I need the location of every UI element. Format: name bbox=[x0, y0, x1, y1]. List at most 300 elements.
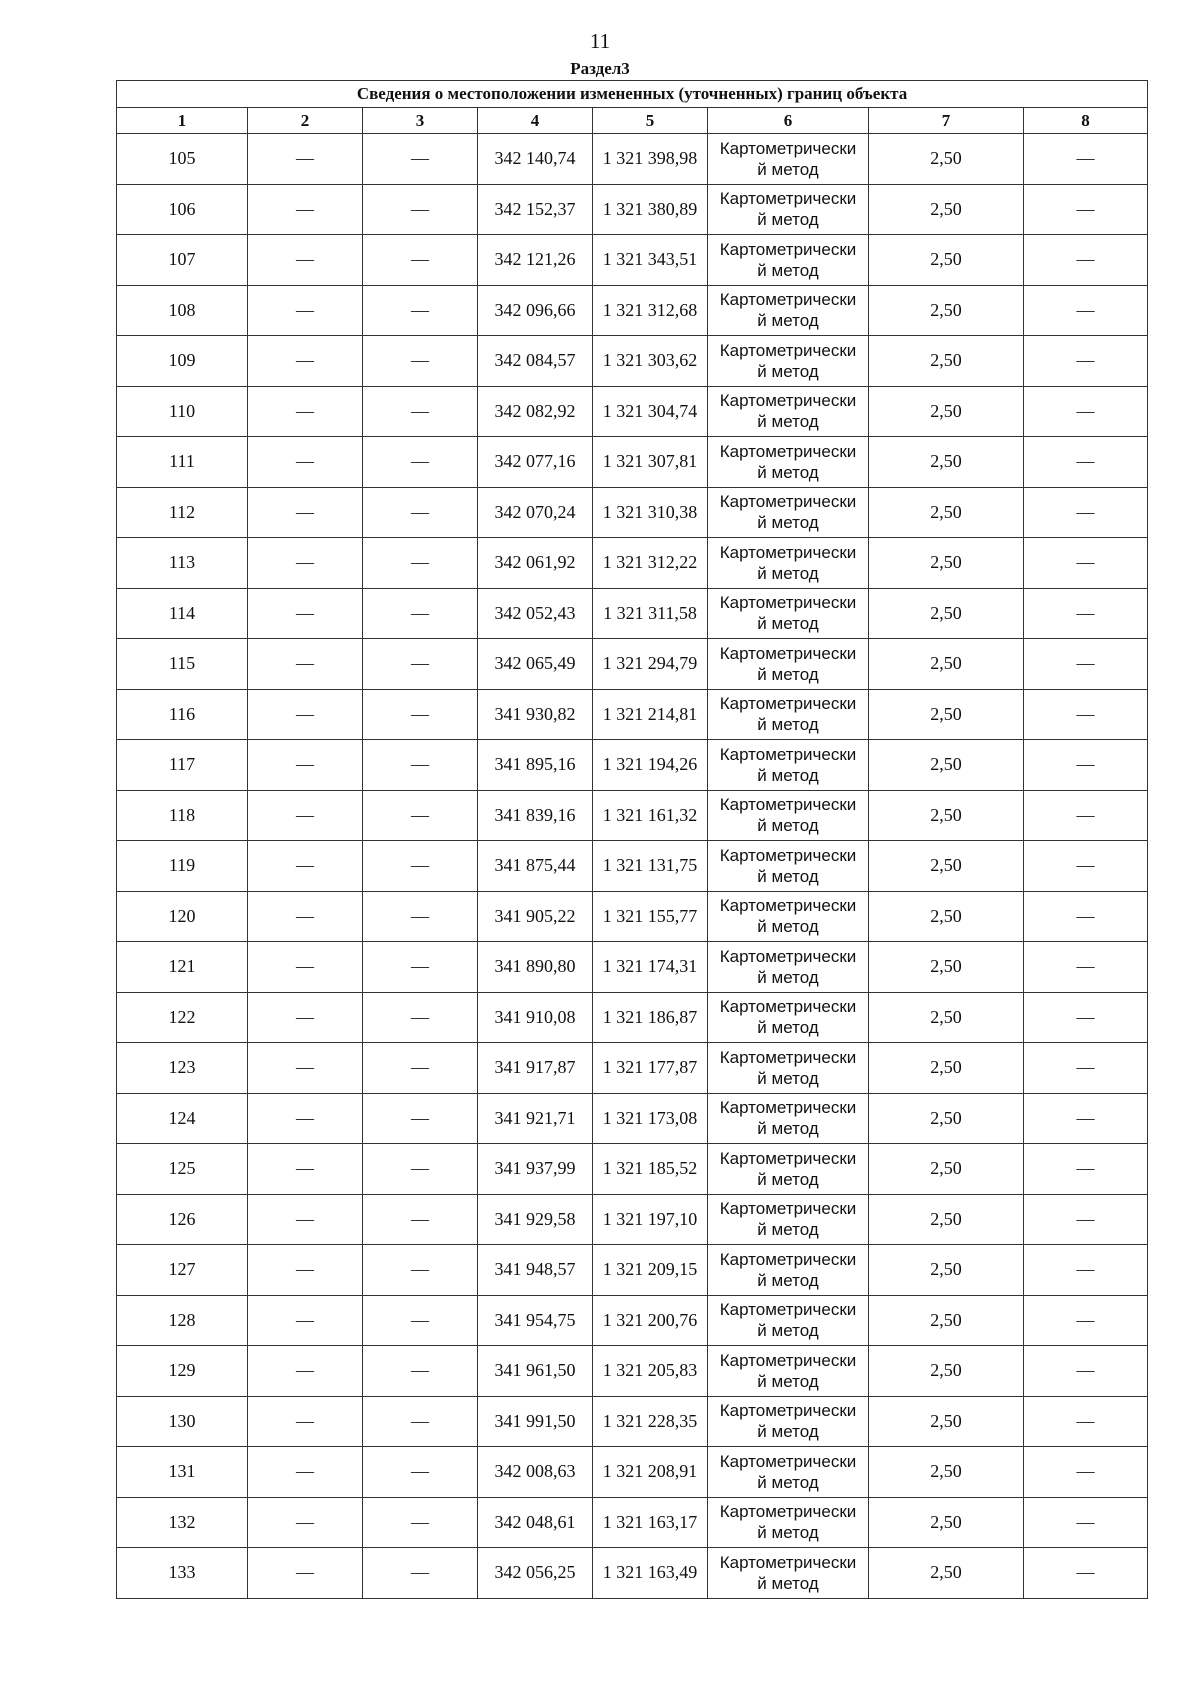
col-2-value-cell: — bbox=[248, 235, 363, 286]
method-cell bbox=[708, 1396, 869, 1447]
method-line-1: Картометрически bbox=[719, 744, 857, 764]
coord-x-cell: 342 008,63 bbox=[478, 1447, 593, 1498]
method-line-1: Картометрически bbox=[719, 391, 857, 411]
col-2-value-cell: — bbox=[248, 1295, 363, 1346]
method-line-1: Картометрически bbox=[719, 1249, 857, 1269]
col-3-value-cell: — bbox=[363, 588, 478, 639]
accuracy-cell: 2,50 bbox=[869, 134, 1024, 185]
col-3-value-cell: — bbox=[363, 1447, 478, 1498]
col-8-value-cell: — bbox=[1024, 1396, 1148, 1447]
col-2-value-cell: — bbox=[248, 1346, 363, 1397]
table-row bbox=[117, 1497, 1148, 1548]
col-8-value-cell: — bbox=[1024, 285, 1148, 336]
method-line-1: Картометрически bbox=[719, 138, 857, 158]
table-row bbox=[117, 689, 1148, 740]
method-line-2: й метод bbox=[757, 967, 819, 987]
table-row bbox=[117, 1396, 1148, 1447]
method-line-2: й метод bbox=[757, 1119, 819, 1139]
col-2-value-cell: — bbox=[248, 437, 363, 488]
point-number-cell: 110 bbox=[117, 386, 248, 437]
column-header-1: 1 bbox=[117, 108, 248, 134]
accuracy-cell: 2,50 bbox=[869, 1346, 1024, 1397]
table-row bbox=[117, 1144, 1148, 1195]
coord-y-cell: 1 321 303,62 bbox=[593, 336, 708, 387]
col-3-value-cell: — bbox=[363, 1194, 478, 1245]
method-line-1: Картометрически bbox=[719, 896, 857, 916]
col-8-value-cell: — bbox=[1024, 942, 1148, 993]
method-cell bbox=[708, 184, 869, 235]
col-2-value-cell: — bbox=[248, 134, 363, 185]
col-8-value-cell: — bbox=[1024, 1497, 1148, 1548]
method-cell bbox=[708, 235, 869, 286]
col-8-value-cell: — bbox=[1024, 1548, 1148, 1599]
method-line-2: й метод bbox=[757, 513, 819, 533]
point-number-cell: 111 bbox=[117, 437, 248, 488]
col-8-value-cell: — bbox=[1024, 588, 1148, 639]
col-2-value-cell: — bbox=[248, 1548, 363, 1599]
col-3-value-cell: — bbox=[363, 1144, 478, 1195]
method-line-1: Картометрически bbox=[719, 997, 857, 1017]
coord-x-cell: 341 991,50 bbox=[478, 1396, 593, 1447]
method-cell bbox=[708, 942, 869, 993]
coord-x-cell: 341 890,80 bbox=[478, 942, 593, 993]
col-8-value-cell: — bbox=[1024, 1447, 1148, 1498]
accuracy-cell: 2,50 bbox=[869, 992, 1024, 1043]
point-number-cell: 109 bbox=[117, 336, 248, 387]
method-line-1: Картометрически bbox=[719, 795, 857, 815]
method-cell bbox=[708, 285, 869, 336]
col-2-value-cell: — bbox=[248, 1447, 363, 1498]
point-number-cell: 113 bbox=[117, 538, 248, 589]
col-2-value-cell: — bbox=[248, 1245, 363, 1296]
point-number-cell: 128 bbox=[117, 1295, 248, 1346]
col-8-value-cell: — bbox=[1024, 639, 1148, 690]
method-cell bbox=[708, 1295, 869, 1346]
accuracy-cell: 2,50 bbox=[869, 386, 1024, 437]
col-3-value-cell: — bbox=[363, 1295, 478, 1346]
col-8-value-cell: — bbox=[1024, 790, 1148, 841]
accuracy-cell: 2,50 bbox=[869, 639, 1024, 690]
point-number-cell: 108 bbox=[117, 285, 248, 336]
method-line-1: Картометрически bbox=[719, 189, 857, 209]
coord-y-cell: 1 321 294,79 bbox=[593, 639, 708, 690]
coord-x-cell: 342 048,61 bbox=[478, 1497, 593, 1548]
point-number-cell: 129 bbox=[117, 1346, 248, 1397]
col-3-value-cell: — bbox=[363, 639, 478, 690]
col-2-value-cell: — bbox=[248, 1043, 363, 1094]
method-line-2: й метод bbox=[757, 917, 819, 937]
col-3-value-cell: — bbox=[363, 1396, 478, 1447]
method-cell bbox=[708, 1043, 869, 1094]
method-cell bbox=[708, 437, 869, 488]
method-line-1: Картометрически bbox=[719, 492, 857, 512]
col-2-value-cell: — bbox=[248, 1396, 363, 1447]
method-line-1: Картометрически bbox=[719, 1199, 857, 1219]
column-header-5: 5 bbox=[593, 108, 708, 134]
method-line-1: Картометрически bbox=[719, 1451, 857, 1471]
accuracy-cell: 2,50 bbox=[869, 487, 1024, 538]
col-8-value-cell: — bbox=[1024, 891, 1148, 942]
method-line-2: й метод bbox=[757, 1422, 819, 1442]
point-number-cell: 119 bbox=[117, 841, 248, 892]
table-row bbox=[117, 336, 1148, 387]
col-3-value-cell: — bbox=[363, 1497, 478, 1548]
table-row bbox=[117, 184, 1148, 235]
table-row bbox=[117, 386, 1148, 437]
column-header-8: 8 bbox=[1024, 108, 1148, 134]
method-cell bbox=[708, 841, 869, 892]
coord-x-cell: 341 954,75 bbox=[478, 1295, 593, 1346]
col-2-value-cell: — bbox=[248, 841, 363, 892]
col-2-value-cell: — bbox=[248, 639, 363, 690]
col-3-value-cell: — bbox=[363, 538, 478, 589]
method-line-1: Картометрически bbox=[719, 290, 857, 310]
method-line-1: Картометрически bbox=[719, 1502, 857, 1522]
section-title: Раздел3 bbox=[570, 59, 630, 78]
method-cell bbox=[708, 689, 869, 740]
col-8-value-cell: — bbox=[1024, 437, 1148, 488]
col-3-value-cell: — bbox=[363, 134, 478, 185]
col-8-value-cell: — bbox=[1024, 1295, 1148, 1346]
accuracy-cell: 2,50 bbox=[869, 942, 1024, 993]
point-number-cell: 122 bbox=[117, 992, 248, 1043]
accuracy-cell: 2,50 bbox=[869, 1447, 1024, 1498]
method-line-2: й метод bbox=[757, 1169, 819, 1189]
coord-x-cell: 342 052,43 bbox=[478, 588, 593, 639]
col-8-value-cell: — bbox=[1024, 487, 1148, 538]
method-line-2: й метод bbox=[757, 664, 819, 684]
method-line-2: й метод bbox=[757, 210, 819, 230]
method-line-2: й метод bbox=[757, 1523, 819, 1543]
coord-x-cell: 341 929,58 bbox=[478, 1194, 593, 1245]
coord-x-cell: 342 077,16 bbox=[478, 437, 593, 488]
method-line-1: Картометрически bbox=[719, 1401, 857, 1421]
col-8-value-cell: — bbox=[1024, 1043, 1148, 1094]
col-2-value-cell: — bbox=[248, 942, 363, 993]
col-3-value-cell: — bbox=[363, 1093, 478, 1144]
coord-x-cell: 341 921,71 bbox=[478, 1093, 593, 1144]
coord-x-cell: 342 121,26 bbox=[478, 235, 593, 286]
coord-x-cell: 342 082,92 bbox=[478, 386, 593, 437]
accuracy-cell: 2,50 bbox=[869, 689, 1024, 740]
method-cell bbox=[708, 1245, 869, 1296]
col-2-value-cell: — bbox=[248, 487, 363, 538]
method-line-2: й метод bbox=[757, 1018, 819, 1038]
method-line-1: Картометрически bbox=[719, 946, 857, 966]
col-3-value-cell: — bbox=[363, 235, 478, 286]
method-cell bbox=[708, 588, 869, 639]
coord-y-cell: 1 321 304,74 bbox=[593, 386, 708, 437]
col-2-value-cell: — bbox=[248, 1194, 363, 1245]
table-row bbox=[117, 639, 1148, 690]
col-2-value-cell: — bbox=[248, 184, 363, 235]
table-row bbox=[117, 538, 1148, 589]
table-row bbox=[117, 740, 1148, 791]
col-8-value-cell: — bbox=[1024, 336, 1148, 387]
accuracy-cell: 2,50 bbox=[869, 588, 1024, 639]
method-line-1: Картометрически bbox=[719, 1047, 857, 1067]
col-2-value-cell: — bbox=[248, 992, 363, 1043]
point-number-cell: 132 bbox=[117, 1497, 248, 1548]
method-line-1: Картометрически bbox=[719, 239, 857, 259]
method-cell bbox=[708, 1548, 869, 1599]
method-line-2: й метод bbox=[757, 1573, 819, 1593]
col-8-value-cell: — bbox=[1024, 1245, 1148, 1296]
col-8-value-cell: — bbox=[1024, 1194, 1148, 1245]
coord-y-cell: 1 321 311,58 bbox=[593, 588, 708, 639]
method-line-2: й метод bbox=[757, 361, 819, 381]
accuracy-cell: 2,50 bbox=[869, 740, 1024, 791]
col-3-value-cell: — bbox=[363, 891, 478, 942]
col-3-value-cell: — bbox=[363, 1245, 478, 1296]
coord-y-cell: 1 321 186,87 bbox=[593, 992, 708, 1043]
method-cell bbox=[708, 639, 869, 690]
coord-y-cell: 1 321 310,38 bbox=[593, 487, 708, 538]
accuracy-cell: 2,50 bbox=[869, 1497, 1024, 1548]
accuracy-cell: 2,50 bbox=[869, 1043, 1024, 1094]
col-2-value-cell: — bbox=[248, 689, 363, 740]
method-line-1: Картометрически bbox=[719, 340, 857, 360]
coord-x-cell: 341 937,99 bbox=[478, 1144, 593, 1195]
table-row bbox=[117, 1548, 1148, 1599]
col-3-value-cell: — bbox=[363, 1043, 478, 1094]
col-3-value-cell: — bbox=[363, 1346, 478, 1397]
method-line-2: й метод bbox=[757, 563, 819, 583]
method-cell bbox=[708, 1447, 869, 1498]
table-row bbox=[117, 790, 1148, 841]
coord-y-cell: 1 321 343,51 bbox=[593, 235, 708, 286]
column-header-6: 6 bbox=[708, 108, 869, 134]
coord-y-cell: 1 321 194,26 bbox=[593, 740, 708, 791]
point-number-cell: 130 bbox=[117, 1396, 248, 1447]
accuracy-cell: 2,50 bbox=[869, 1295, 1024, 1346]
table-row bbox=[117, 134, 1148, 185]
accuracy-cell: 2,50 bbox=[869, 1144, 1024, 1195]
table-row bbox=[117, 992, 1148, 1043]
col-2-value-cell: — bbox=[248, 285, 363, 336]
accuracy-cell: 2,50 bbox=[869, 538, 1024, 589]
method-line-1: Картометрически bbox=[719, 845, 857, 865]
column-header-3: 3 bbox=[363, 108, 478, 134]
coord-x-cell: 342 096,66 bbox=[478, 285, 593, 336]
coord-x-cell: 341 961,50 bbox=[478, 1346, 593, 1397]
col-8-value-cell: — bbox=[1024, 386, 1148, 437]
coord-y-cell: 1 321 307,81 bbox=[593, 437, 708, 488]
method-line-1: Картометрически bbox=[719, 643, 857, 663]
point-number-cell: 107 bbox=[117, 235, 248, 286]
col-8-value-cell: — bbox=[1024, 184, 1148, 235]
col-3-value-cell: — bbox=[363, 336, 478, 387]
method-cell bbox=[708, 538, 869, 589]
method-line-2: й метод bbox=[757, 816, 819, 836]
col-3-value-cell: — bbox=[363, 740, 478, 791]
col-3-value-cell: — bbox=[363, 437, 478, 488]
method-line-1: Картометрически bbox=[719, 1552, 857, 1572]
col-3-value-cell: — bbox=[363, 487, 478, 538]
point-number-cell: 115 bbox=[117, 639, 248, 690]
coord-y-cell: 1 321 209,15 bbox=[593, 1245, 708, 1296]
method-cell bbox=[708, 891, 869, 942]
coord-x-cell: 342 070,24 bbox=[478, 487, 593, 538]
col-3-value-cell: — bbox=[363, 942, 478, 993]
point-number-cell: 114 bbox=[117, 588, 248, 639]
accuracy-cell: 2,50 bbox=[869, 891, 1024, 942]
method-cell bbox=[708, 1346, 869, 1397]
table-row bbox=[117, 1245, 1148, 1296]
table-row bbox=[117, 1093, 1148, 1144]
method-cell bbox=[708, 740, 869, 791]
accuracy-cell: 2,50 bbox=[869, 1194, 1024, 1245]
coord-y-cell: 1 321 228,35 bbox=[593, 1396, 708, 1447]
coord-y-cell: 1 321 200,76 bbox=[593, 1295, 708, 1346]
boundary-coordinates-table bbox=[116, 80, 1148, 1599]
point-number-cell: 127 bbox=[117, 1245, 248, 1296]
method-line-2: й метод bbox=[757, 260, 819, 280]
method-line-1: Картометрически bbox=[719, 1300, 857, 1320]
col-8-value-cell: — bbox=[1024, 1093, 1148, 1144]
col-8-value-cell: — bbox=[1024, 740, 1148, 791]
accuracy-cell: 2,50 bbox=[869, 437, 1024, 488]
method-line-2: й метод bbox=[757, 159, 819, 179]
table-row bbox=[117, 285, 1148, 336]
point-number-cell: 116 bbox=[117, 689, 248, 740]
method-line-1: Картометрически bbox=[719, 694, 857, 714]
method-line-2: й метод bbox=[757, 311, 819, 331]
coord-y-cell: 1 321 197,10 bbox=[593, 1194, 708, 1245]
point-number-cell: 125 bbox=[117, 1144, 248, 1195]
coord-x-cell: 341 905,22 bbox=[478, 891, 593, 942]
point-number-cell: 123 bbox=[117, 1043, 248, 1094]
table-row bbox=[117, 437, 1148, 488]
col-3-value-cell: — bbox=[363, 1548, 478, 1599]
coord-y-cell: 1 321 163,17 bbox=[593, 1497, 708, 1548]
coord-x-cell: 342 084,57 bbox=[478, 336, 593, 387]
method-line-1: Картометрически bbox=[719, 1350, 857, 1370]
point-number-cell: 118 bbox=[117, 790, 248, 841]
coord-x-cell: 341 895,16 bbox=[478, 740, 593, 791]
table-row bbox=[117, 588, 1148, 639]
accuracy-cell: 2,50 bbox=[869, 184, 1024, 235]
coord-y-cell: 1 321 174,31 bbox=[593, 942, 708, 993]
col-8-value-cell: — bbox=[1024, 841, 1148, 892]
coord-y-cell: 1 321 312,68 bbox=[593, 285, 708, 336]
table-row bbox=[117, 1043, 1148, 1094]
point-number-cell: 133 bbox=[117, 1548, 248, 1599]
method-line-2: й метод bbox=[757, 1270, 819, 1290]
col-2-value-cell: — bbox=[248, 740, 363, 791]
table-row bbox=[117, 891, 1148, 942]
coord-y-cell: 1 321 208,91 bbox=[593, 1447, 708, 1498]
coord-x-cell: 341 930,82 bbox=[478, 689, 593, 740]
coord-x-cell: 341 948,57 bbox=[478, 1245, 593, 1296]
coord-y-cell: 1 321 161,32 bbox=[593, 790, 708, 841]
column-header-2: 2 bbox=[248, 108, 363, 134]
coord-x-cell: 342 140,74 bbox=[478, 134, 593, 185]
coord-x-cell: 342 061,92 bbox=[478, 538, 593, 589]
method-line-2: й метод bbox=[757, 1220, 819, 1240]
method-line-1: Картометрически bbox=[719, 593, 857, 613]
col-8-value-cell: — bbox=[1024, 235, 1148, 286]
method-cell bbox=[708, 1194, 869, 1245]
method-line-2: й метод bbox=[757, 1371, 819, 1391]
point-number-cell: 120 bbox=[117, 891, 248, 942]
col-2-value-cell: — bbox=[248, 538, 363, 589]
coord-y-cell: 1 321 163,49 bbox=[593, 1548, 708, 1599]
coord-y-cell: 1 321 205,83 bbox=[593, 1346, 708, 1397]
table-caption: Сведения о местоположении измененных (уточненных) границ объекта bbox=[117, 81, 1148, 108]
coord-y-cell: 1 321 173,08 bbox=[593, 1093, 708, 1144]
accuracy-cell: 2,50 bbox=[869, 1396, 1024, 1447]
accuracy-cell: 2,50 bbox=[869, 1548, 1024, 1599]
col-3-value-cell: — bbox=[363, 992, 478, 1043]
method-line-1: Картометрически bbox=[719, 542, 857, 562]
coord-x-cell: 342 152,37 bbox=[478, 184, 593, 235]
accuracy-cell: 2,50 bbox=[869, 1245, 1024, 1296]
coord-y-cell: 1 321 312,22 bbox=[593, 538, 708, 589]
accuracy-cell: 2,50 bbox=[869, 235, 1024, 286]
col-2-value-cell: — bbox=[248, 336, 363, 387]
col-3-value-cell: — bbox=[363, 790, 478, 841]
coord-y-cell: 1 321 131,75 bbox=[593, 841, 708, 892]
method-line-2: й метод bbox=[757, 614, 819, 634]
col-8-value-cell: — bbox=[1024, 134, 1148, 185]
method-line-1: Картометрически bbox=[719, 441, 857, 461]
accuracy-cell: 2,50 bbox=[869, 285, 1024, 336]
table-row bbox=[117, 487, 1148, 538]
method-line-1: Картометрически bbox=[719, 1098, 857, 1118]
coord-x-cell: 341 917,87 bbox=[478, 1043, 593, 1094]
coord-x-cell: 341 875,44 bbox=[478, 841, 593, 892]
point-number-cell: 121 bbox=[117, 942, 248, 993]
accuracy-cell: 2,50 bbox=[869, 841, 1024, 892]
col-8-value-cell: — bbox=[1024, 1144, 1148, 1195]
method-cell bbox=[708, 992, 869, 1043]
col-2-value-cell: — bbox=[248, 1093, 363, 1144]
method-cell bbox=[708, 134, 869, 185]
method-line-2: й метод bbox=[757, 412, 819, 432]
method-line-2: й метод bbox=[757, 866, 819, 886]
table-row bbox=[117, 1295, 1148, 1346]
method-line-2: й метод bbox=[757, 1472, 819, 1492]
table-row bbox=[117, 841, 1148, 892]
col-3-value-cell: — bbox=[363, 689, 478, 740]
coord-x-cell: 341 910,08 bbox=[478, 992, 593, 1043]
table-body bbox=[117, 134, 1148, 1599]
col-2-value-cell: — bbox=[248, 1497, 363, 1548]
method-cell bbox=[708, 1144, 869, 1195]
method-cell bbox=[708, 336, 869, 387]
col-2-value-cell: — bbox=[248, 386, 363, 437]
page-number: 11 bbox=[589, 29, 611, 53]
col-2-value-cell: — bbox=[248, 588, 363, 639]
col-3-value-cell: — bbox=[363, 386, 478, 437]
point-number-cell: 112 bbox=[117, 487, 248, 538]
point-number-cell: 131 bbox=[117, 1447, 248, 1498]
column-header-row bbox=[117, 108, 1148, 134]
coord-x-cell: 342 056,25 bbox=[478, 1548, 593, 1599]
coord-x-cell: 341 839,16 bbox=[478, 790, 593, 841]
col-8-value-cell: — bbox=[1024, 1346, 1148, 1397]
method-line-2: й метод bbox=[757, 462, 819, 482]
method-line-2: й метод bbox=[757, 765, 819, 785]
table-row bbox=[117, 942, 1148, 993]
method-line-1: Картометрически bbox=[719, 1148, 857, 1168]
table-row bbox=[117, 1346, 1148, 1397]
accuracy-cell: 2,50 bbox=[869, 1093, 1024, 1144]
coord-y-cell: 1 321 214,81 bbox=[593, 689, 708, 740]
method-line-2: й метод bbox=[757, 1068, 819, 1088]
table-row bbox=[117, 235, 1148, 286]
